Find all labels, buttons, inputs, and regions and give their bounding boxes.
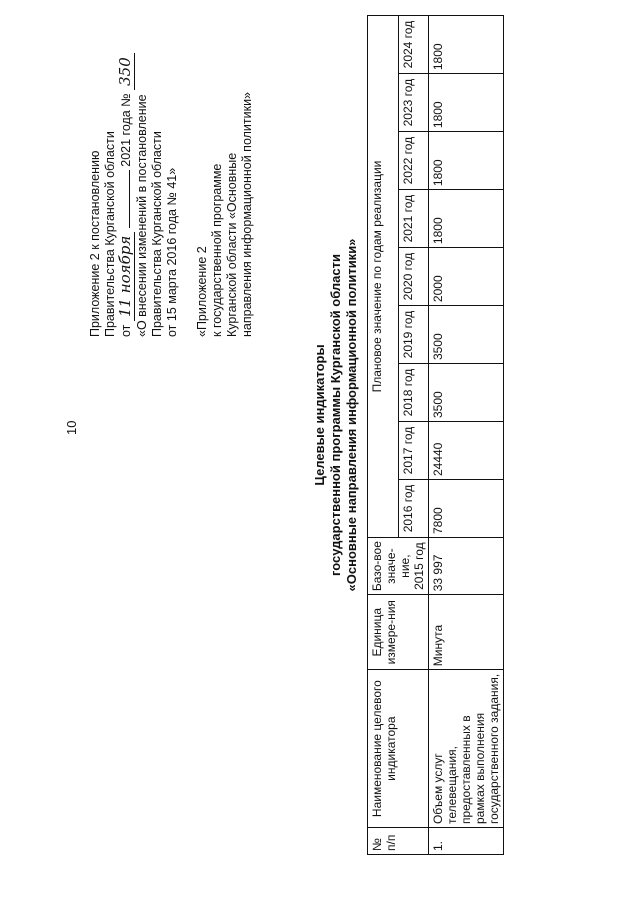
row-num: 1.	[429, 828, 504, 855]
handwritten-number	[118, 53, 135, 90]
year-header: 2016 год	[398, 480, 429, 538]
prev-appendix-line-1: «Приложение 2	[195, 246, 209, 337]
row-value: 2000	[429, 248, 504, 306]
row-unit: Минута	[429, 595, 504, 670]
row-value: 3500	[429, 306, 504, 364]
year-header: 2018 год	[398, 364, 429, 422]
row-value: 1800	[429, 74, 504, 132]
indicators-table	[367, 15, 504, 855]
year-header: 2022 год	[398, 132, 429, 190]
header-plan: Плановое значение по годам реализации	[368, 16, 399, 538]
year-header: 2024 год	[398, 16, 429, 74]
handwritten-date	[118, 232, 135, 321]
appendix-line-1: Приложение 2 к постановлению	[88, 150, 102, 337]
row-value: 1800	[429, 190, 504, 248]
appendix-date-line	[118, 17, 135, 337]
row-base: 33 997	[429, 538, 504, 595]
page-number: 10	[64, 420, 79, 435]
row-value: 7800	[429, 480, 504, 538]
header-unit: Единица измере-ния	[368, 595, 429, 670]
header-base: Базо-вое значе-ние, 2015 год	[368, 538, 429, 595]
title-line-1: Целевые индикаторы	[312, 344, 327, 486]
date-prefix: от	[119, 324, 133, 337]
row-value: 24440	[429, 422, 504, 480]
appendix-header	[88, 17, 255, 337]
appendix-line-4: «О внесении изменений в постановление	[135, 94, 149, 337]
row-value: 1800	[429, 132, 504, 190]
document-title	[312, 185, 360, 645]
row-value: 1800	[429, 16, 504, 74]
appendix-line-5: Правительства Курганской области	[150, 131, 164, 337]
appendix-line-6: от 15 марта 2016 года № 41»	[165, 167, 179, 337]
appendix-line-2: Правительства Курганской области	[103, 131, 117, 337]
prev-appendix-line-2: к государственной программе	[210, 163, 224, 337]
row-value: 3500	[429, 364, 504, 422]
year-header: 2021 год	[398, 190, 429, 248]
row-name: Объем услуг телевещания, предоставленных в рамках выполнения государственного задания,	[429, 670, 504, 828]
year-header: 2017 год	[398, 422, 429, 480]
header-num: № п/п	[368, 828, 429, 855]
header-name: Наименование целевого индикатора	[368, 670, 429, 828]
title-line-3: «Основные направления информационной политики»	[344, 238, 359, 592]
date-blank	[129, 170, 130, 228]
year-header: 2019 год	[398, 306, 429, 364]
handwritten-date-text: 11 ноября	[116, 235, 134, 318]
title-line-2: государственной программы Курганской области	[328, 254, 343, 576]
header-row-1	[368, 16, 399, 855]
handwritten-number-text: 350	[116, 57, 134, 86]
date-suffix: 2021 года №	[119, 93, 133, 167]
prev-appendix-line-3: Курганской области «Основные	[225, 152, 239, 337]
year-header: 2023 год	[398, 74, 429, 132]
table-row	[429, 16, 504, 855]
year-header: 2020 год	[398, 248, 429, 306]
prev-appendix-line-4: направления информационной политики»	[240, 91, 254, 337]
